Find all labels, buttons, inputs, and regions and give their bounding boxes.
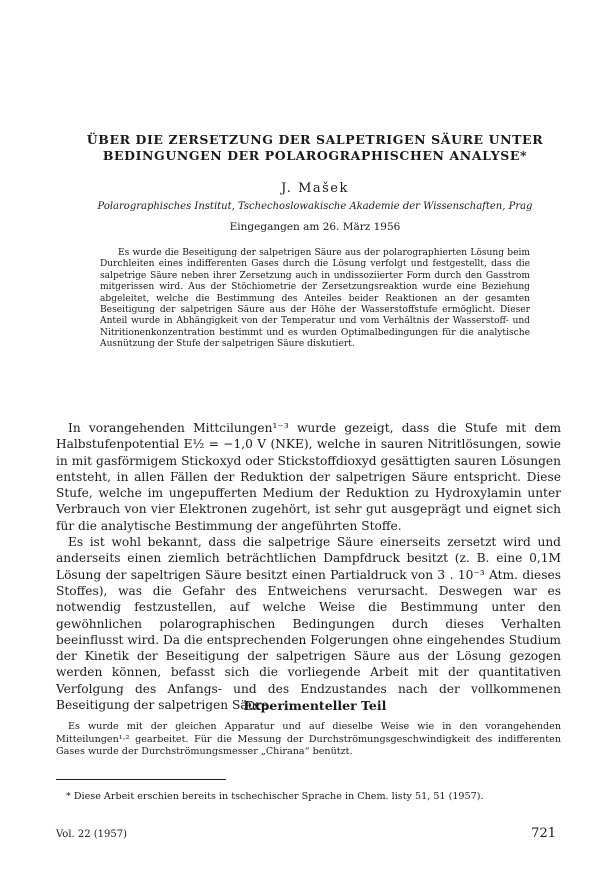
section-text: Es wurde mit der gleichen Apparatur und auf dieselbe Weise wie in den vorangehenden Mitteilungen¹·² gearbeitet. Für die Messung der Durchströmungsgeschwindigkeit des indifferenten Gases wurde der Durchströmungsmesser „Chirana“ benützt.	[56, 721, 561, 758]
received-date: Eingegangen am 26. März 1956	[229, 221, 401, 233]
title-line-1: ÜBER DIE ZERSETZUNG DER SALPETRIGEN SÄURE UNTER	[86, 132, 544, 147]
journal-volume: Vol. 22 (1957)	[56, 829, 128, 840]
paragraph-1: In vorangehenden Mittcilungen¹⁻³ wurde gezeigt, dass die Stufe mit dem Halbstufenpotential E½ = −1,0 V (NKE), welche in sauren Nitritlösungen, sowie in mit gasförmigem Stickoxyd oder Stickstoffdioxyd gesättigten sauren Lösungen entsteht, in allen Fällen der Reduktion der salpetrigen Säure entspricht. Diese Stufe, welche im ungepufferten Medium der Reduktion zu Hydroxylamin unter Verbrauch von vier Elektronen zugehört, ist sehr gut ausgeprägt und eignet sich für die analytische Bestimmung der angeführten Stoffe.	[56, 421, 561, 533]
affiliation: Polarographisches Institut, Tschechoslowakische Akademie der Wissenschaften, Prag	[97, 201, 533, 212]
title-line-2: BEDINGUNGEN DER POLAROGRAPHISCHEN ANALYSE*	[102, 148, 528, 163]
section-title: Experimenteller Teil	[243, 698, 387, 713]
paragraph-2: Es ist wohl bekannt, dass die salpetrige Säure einerseits zersetzt wird und anderseits einen ziemlich beträchtlichen Dampfdruck besitzt (z. B. eine 0,1M Lösung der sapeltrigen Säure besitzt einen Partialdruck von 3 . 10⁻³ Atm. dieses Stoffes), was die Gefahr des Entweichens verursacht. Deswegen war es notwendig festzustellen, auf welche Weise die Bestimmung unter den gewöhnlichen polarographischen Bedingungen durch dieses Verhalten beeinflusst wird. Da die entsprechenden Folgerungen ohne eingehendes Studium der Kinetik der Beseitigung der salpetrigen Säure aus der Lösung gezogen werden können, befasst sich die vorliegende Arbeit mit der quantitativen Verfolgung des Anfangs- und des Endzustandes nach der vollkommenen Beseitigung der salpetrigen Säure.	[56, 535, 561, 713]
body-text	[56, 420, 561, 713]
paper-title	[60, 132, 570, 164]
abstract: Es wurde die Beseitigung der salpetrigen Säure aus der polarographierten Lösung beim Durchleiten eines indifferenten Gases durch die Lösung verfolgt und festgestellt, dass die salpetrige Säure neben ihrer Zersetzung auch in undissoziierter Form durch den Gasstrom mitgerissen wird. Aus der Stöchiometrie der Zersetzungsreaktion wurde eine Beziehung abgeleitet, welche die Bestimmung des Anteiles beider Reaktionen an der gesamten Beseitigung der salpetrigen Säure aus der Höhe der Wasserstoffstufe ermöglicht. Dieser Anteil wurde in Abhängigkeit von der Temperatur und vom Verhältnis der Wasserstoff- und Nitritionenkonzentration bestimmt und es wurden Optimalbedingungen für die analytische Ausnützung der Stufe der salpetrigen Säure diskutiert.	[100, 248, 530, 350]
footnote: * Diese Arbeit erschien bereits in tschechischer Sprache in Chem. listy 51, 51 (1957).	[66, 791, 484, 802]
author-name: J. Mašek	[281, 181, 349, 196]
footnote-divider	[56, 779, 226, 780]
page-number: 721	[531, 826, 556, 841]
